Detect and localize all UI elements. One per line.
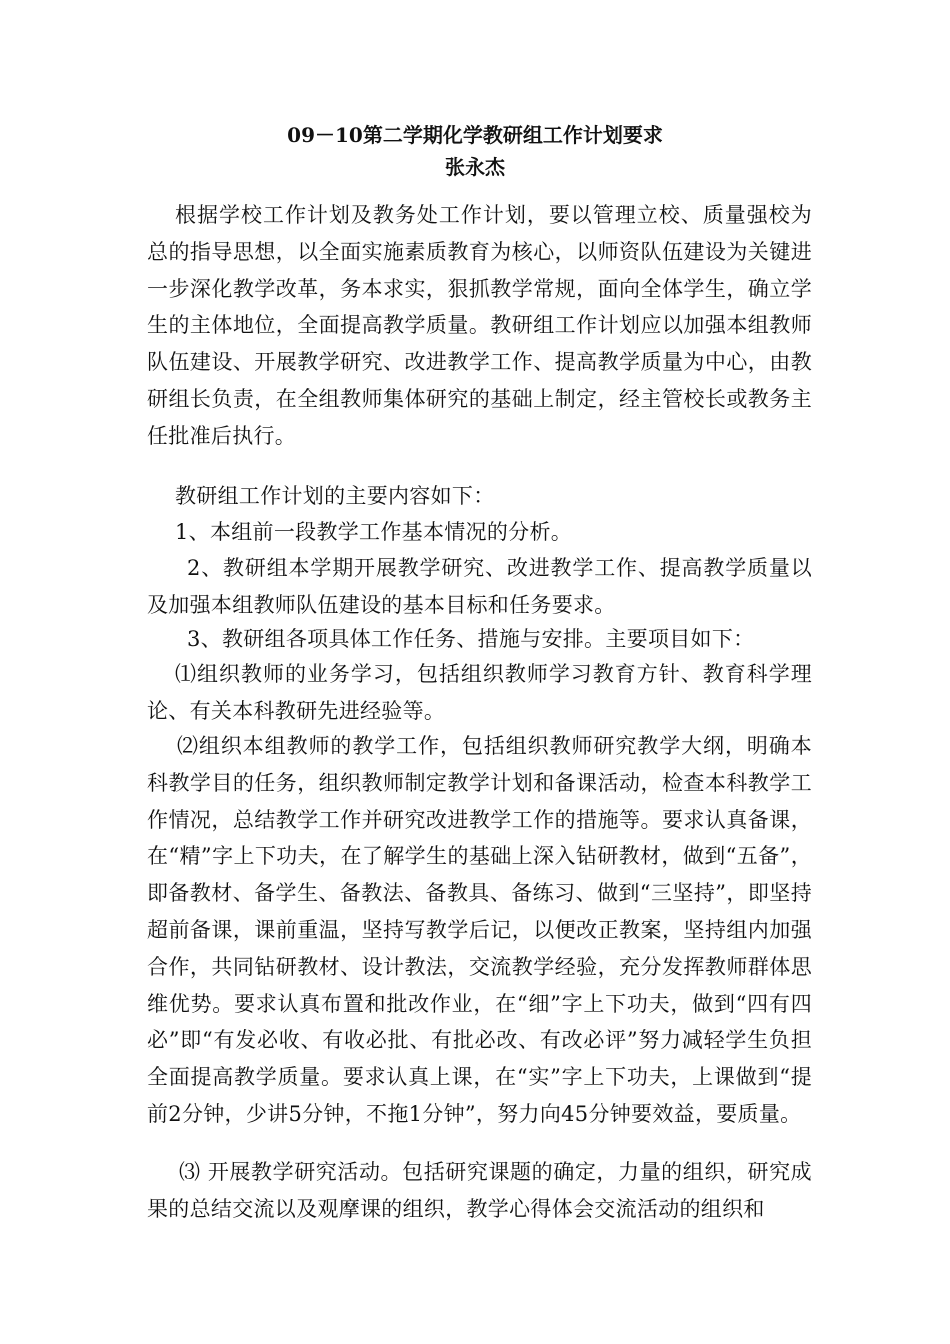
paragraph-item-3: 3、教研组各项具体工作任务、措施与安排。主要项目如下： <box>187 627 755 651</box>
paragraph-contents-heading: 教研组工作计划的主要内容如下： <box>175 484 495 508</box>
paragraph-item-1: 1、本组前一段教学工作基本情况的分析。 <box>175 520 573 544</box>
paragraph-intro: 根据学校工作计划及教务处工作计划，要以管理立校、质量强校为总的指导思想，以全面实施素质教育为核心，以师资队伍建设为关键进一步深化教学改革，务本求实，狠抓教学常规，面向全体学生，确立学生的主体地位，全面提高教学质量。教研组工作计划应以加强本组教师队伍建设、开展教学研究、改进教学工作、提高教学质量为中心，由教研组长负责，在全组教师集体研究的基础上制定，经主管校长或教务主任批准后执行。 <box>147 203 812 448</box>
paragraph-subitem-2: ⑵组织本组教师的教学工作，包括组织教师研究教学大纲，明确本科教学目的任务，组织教师制定教学计划和备课活动，检查本科教学工作情况，总结教学工作并研究改进教学工作的措施等。要求认真备课，在“精”字上下功夫，在了解学生的基础上深入钻研教材，做到“五备”，即备教材、备学生、备教法、备教具、备练习、做到“三坚持”，即坚持超前备课，课前重温，坚持写教学后记，以便改正教案，坚持组内加强合作，共同钻研教材、设计教法，交流教学经验，充分发挥教师群体思维优势。要求认真布置和批改作业，在“细”字上下功夫，做到“四有四必”即“有发必收、有收必批、有批必改、有改必评”努力减轻学生负担全面提高教学质量。要求认真上课，在“实”字上下功夫，上课做到“提前2分钟，少讲5分钟，不拖1分钟”，努力向45分钟要效益，要质量。 <box>147 734 812 1126</box>
paragraph-subitem-3: ⑶ 开展教学研究活动。包括研究课题的确定，力量的组织，研究成果的总结交流以及观摩课的组织，教学心得体会交流活动的组织和 <box>147 1160 812 1221</box>
document-title: 09－10第二学期化学教研组工作计划要求 <box>287 123 663 147</box>
paragraph-item-2: 2、教研组本学期开展教学研究、改进教学工作、提高教学质量以及加强本组教师队伍建设的基本目标和任务要求。 <box>147 556 812 617</box>
paragraph-subitem-1: ⑴组织教师的业务学习，包括组织教师学习教育方针、教育科学理论、有关本科教研先进经验等。 <box>147 662 812 723</box>
document-author: 张永杰 <box>445 155 505 179</box>
